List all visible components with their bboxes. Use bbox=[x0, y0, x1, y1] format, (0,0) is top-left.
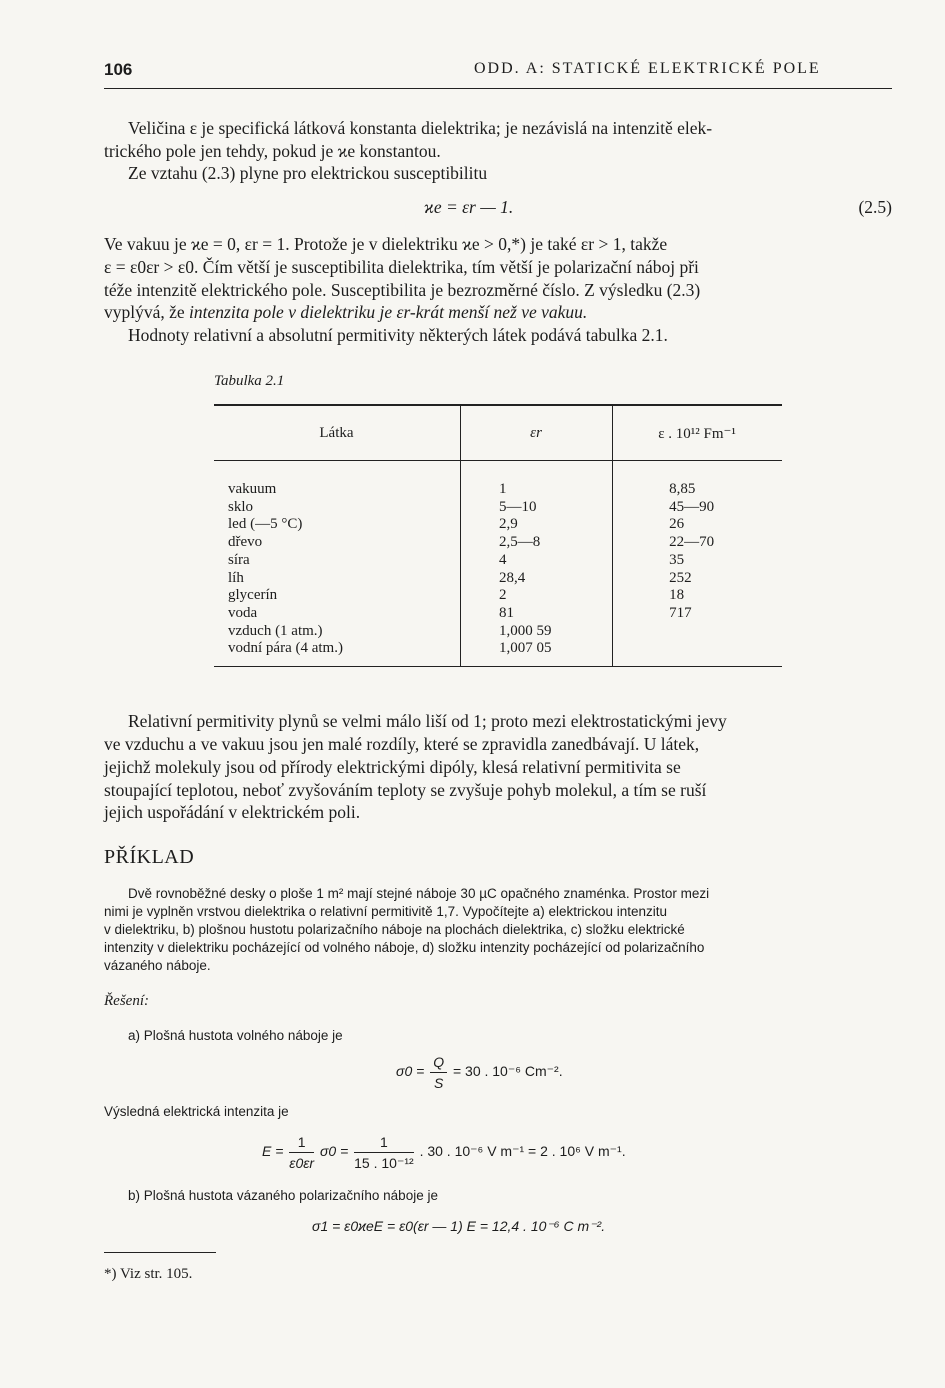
paragraph-line: ve vzduchu a ve vakuu jsou jen malé rozdíly, které se zpravidla zanedbávají. U látek, bbox=[104, 734, 700, 754]
table-cell: 1 bbox=[498, 481, 507, 497]
table-cell: 18 bbox=[669, 587, 685, 604]
table-cell: voda bbox=[228, 604, 258, 621]
section-heading: PŘÍKLAD bbox=[104, 846, 195, 868]
numerator: Q bbox=[430, 1052, 447, 1073]
permittivity-table bbox=[214, 404, 782, 667]
table-cell: 1,007 05 bbox=[498, 640, 552, 657]
solution-label: Řešení: bbox=[104, 993, 149, 1009]
paragraph-line bbox=[104, 301, 892, 324]
eq-rhs: . 30 . 10⁻⁶ V m⁻¹ = 2 . 10⁶ V m⁻¹. bbox=[419, 1143, 626, 1160]
table-body bbox=[214, 461, 782, 667]
numerator: 1 bbox=[289, 1132, 314, 1153]
table-cell bbox=[669, 623, 781, 641]
table-cell bbox=[669, 640, 781, 658]
example-line: Dvě rovnoběžné desky o ploše 1 m² mají stejné náboje 30 µC opačného znaménka. Prostor mezi bbox=[128, 886, 710, 901]
equation-surface-charge bbox=[396, 1052, 563, 1093]
table-cell: 2,5—8 bbox=[498, 534, 541, 551]
paragraph-line: Ze vztahu (2.3) plyne pro elektrickou susceptibilitu bbox=[128, 163, 488, 183]
equation-number: (2.5) bbox=[858, 197, 892, 217]
paragraph-line: jejichž molekuly jsou od přírody elektrickými dipóly, klesá relativní permitivita se bbox=[104, 757, 681, 777]
eq-mid: σ0 = bbox=[319, 1143, 349, 1160]
relative-permittivity-column bbox=[460, 461, 612, 667]
eq-rhs: = 30 . 10⁻⁶ Cm⁻². bbox=[452, 1063, 563, 1080]
table-cell: síra bbox=[228, 551, 250, 568]
example-line: intenzity v dielektriku pocházející od volného náboje, d) složku intenzity pocházející od polarizačního bbox=[104, 940, 705, 955]
paragraph-line: stoupající teplotou, neboť zvyšováním teploty se zvyšuje pohyb molekul, a tím se ruší bbox=[104, 780, 707, 800]
solution-step-b: b) Plošná hustota vázaného polarizačního náboje je bbox=[128, 1188, 438, 1203]
denominator: ε0εr bbox=[289, 1155, 315, 1171]
denominator: S bbox=[433, 1075, 444, 1091]
fraction bbox=[354, 1132, 414, 1173]
paragraph-line: trického pole jen tehdy, pokud je ϰe konstantou. bbox=[104, 141, 441, 161]
example-line: nimi je vyplněn vrstvou dielektrika o relativní permitivitě 1,7. Vypočítejte a) elektrickou intenzitu bbox=[104, 904, 667, 919]
column-header: ε . 10¹² Fm⁻¹ bbox=[613, 405, 782, 461]
table-cell: vakuum bbox=[228, 481, 277, 497]
table-cell: 81 bbox=[498, 604, 514, 621]
table-cell: 8,85 bbox=[669, 481, 696, 497]
table-cell: 2,9 bbox=[498, 516, 518, 533]
table-caption: Tabulka 2.1 bbox=[214, 373, 285, 389]
equation-intensity bbox=[262, 1132, 626, 1173]
column-header: εr bbox=[460, 405, 612, 461]
footnote-rule bbox=[104, 1252, 216, 1253]
table-cell: dřevo bbox=[228, 534, 263, 551]
paragraph-line: téže intenzitě elektrického pole. Susceptibilita je bezrozměrné číslo. Z výsledku (2.3) bbox=[104, 280, 701, 300]
substance-column bbox=[214, 461, 460, 667]
paragraph-line: Hodnoty relativní a absolutní permitivity některých látek podává tabulka 2.1. bbox=[128, 325, 668, 345]
table-cell: 4 bbox=[498, 551, 507, 568]
paragraph-line: Ve vakuu je ϰe = 0, εr = 1. Protože je v dielektriku ϰe > 0,*) je také εr > 1, takže bbox=[104, 234, 668, 254]
table-header-row bbox=[214, 405, 782, 461]
fraction bbox=[430, 1052, 447, 1093]
table-cell: vzduch (1 atm.) bbox=[228, 622, 323, 639]
column-header: Látka bbox=[214, 405, 460, 461]
table-cell: 252 bbox=[669, 569, 692, 586]
numerator: 1 bbox=[354, 1132, 414, 1153]
table-cell: 28,4 bbox=[498, 569, 526, 586]
table-cell: 45—90 bbox=[669, 498, 715, 515]
table-cell: 2 bbox=[498, 587, 507, 604]
table-cell: 35 bbox=[669, 551, 685, 568]
footnote: *) Viz str. 105. bbox=[104, 1266, 193, 1282]
paragraph-line: Relativní permitivity plynů se velmi málo liší od 1; proto mezi elektrostatickými jevy bbox=[128, 711, 727, 731]
table-cell: 1,000 59 bbox=[498, 622, 552, 639]
denominator: 15 . 10⁻¹² bbox=[354, 1155, 414, 1171]
solution-text: Výsledná elektrická intenzita je bbox=[104, 1104, 289, 1119]
table-cell: led (—5 °C) bbox=[228, 516, 303, 533]
header-rule bbox=[104, 88, 892, 89]
table-cell: 717 bbox=[669, 604, 692, 621]
table-cell: líh bbox=[228, 569, 244, 586]
table-cell: 5—10 bbox=[498, 498, 537, 515]
table-cell: vodní pára (4 atm.) bbox=[228, 640, 343, 657]
table-cell: 22—70 bbox=[669, 534, 715, 551]
equation-2-5: ϰe = εr — 1. bbox=[424, 197, 514, 217]
solution-step-a: a) Plošná hustota volného náboje je bbox=[128, 1028, 343, 1043]
table-cell: 26 bbox=[669, 516, 685, 533]
paragraph-line: ε = ε0εr > ε0. Čím větší je susceptibilita dielektrika, tím větší je polarizační náboj při bbox=[104, 257, 699, 277]
absolute-permittivity-column bbox=[613, 461, 782, 667]
emphasis-text: intenzita pole v dielektriku je εr-krát menší než ve vakuu. bbox=[189, 302, 588, 322]
equation-polarization-charge: σ1 = ε0ϰeE = ε0(εr — 1) E = 12,4 . 10⁻⁶ C m⁻². bbox=[312, 1218, 606, 1234]
eq-lhs: σ0 = bbox=[396, 1063, 425, 1080]
example-line: vázaného náboje. bbox=[104, 958, 211, 973]
fraction bbox=[289, 1132, 314, 1173]
example-line: v dielektriku, b) plošnou hustotu polarizačního náboje na plochách dielektrika, c) složku elektrické bbox=[104, 922, 685, 937]
paragraph-line: Veličina ε je specifická látková konstanta dielektrika; je nezávislá na intenzitě elek- bbox=[128, 118, 713, 138]
paragraph-line: jejich uspořádání v elektrickém poli. bbox=[104, 802, 361, 822]
page-number: 106 bbox=[104, 60, 133, 79]
table-cell: sklo bbox=[228, 498, 254, 515]
eq-lhs: E = bbox=[262, 1143, 284, 1160]
text-run: vyplývá, že bbox=[104, 302, 190, 322]
table-cell: glycerín bbox=[228, 587, 278, 604]
running-header: ODD. A: STATICKÉ ELEKTRICKÉ POLE bbox=[474, 60, 821, 77]
